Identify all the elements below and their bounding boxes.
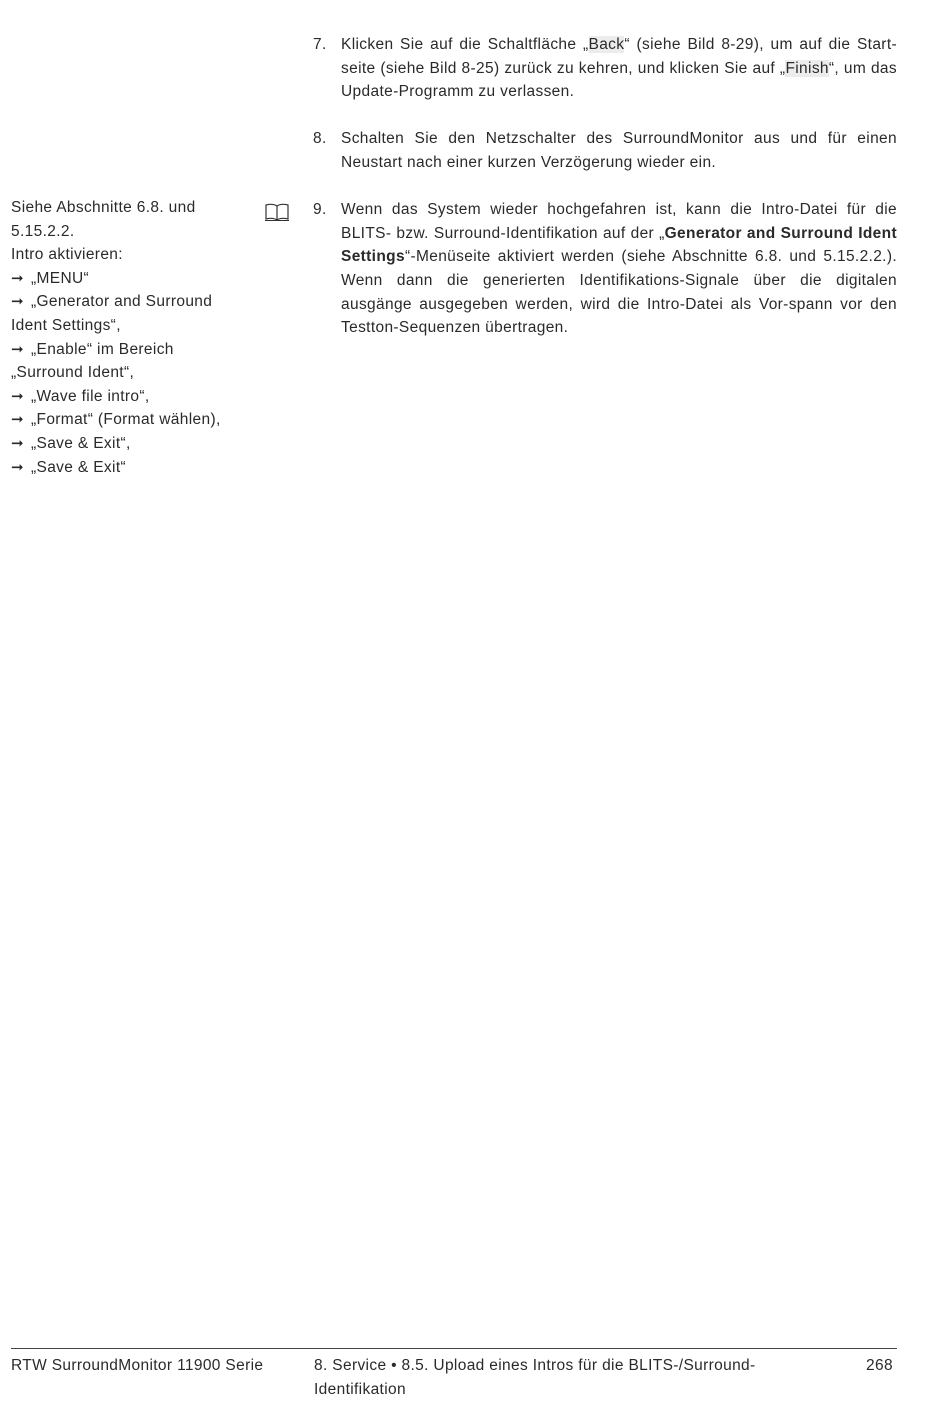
menu-path-continuation: „Surround Ident“, bbox=[11, 364, 135, 382]
menu-path-item bbox=[11, 290, 247, 314]
book-icon bbox=[264, 202, 290, 222]
step-9 bbox=[313, 198, 897, 340]
arrow-right-icon: ➞ bbox=[11, 411, 24, 429]
menu-path-item bbox=[11, 456, 247, 480]
menu-path-item bbox=[11, 338, 247, 362]
back-button-ref: Back bbox=[588, 36, 625, 53]
arrow-right-icon: ➞ bbox=[11, 340, 24, 358]
menu-path-item bbox=[11, 432, 247, 456]
text-run: “-Menüseite aktiviert werden (siehe Abschnitte 6.8. und 5.15.2.2.). Wenn dann die generierten Identifikations-Signale über die digitalen ausgänge ausgegeben werden, wird die Intro-Datei als Vor-spann vor den Testton-Sequenzen übertragen. bbox=[341, 248, 897, 337]
menu-path-continuation: Ident Settings“, bbox=[11, 316, 121, 334]
step-7 bbox=[313, 33, 897, 104]
arrow-right-icon: ➞ bbox=[11, 269, 24, 287]
step-text bbox=[341, 198, 897, 340]
menu-page-name: Generator and Surround Ident Settings bbox=[341, 224, 897, 266]
step-number: 9. bbox=[313, 201, 327, 219]
menu-path-label: „Save & Exit“ bbox=[31, 458, 126, 476]
menu-path-label: „Enable“ im Bereich bbox=[31, 340, 174, 358]
footer-divider bbox=[11, 1348, 897, 1349]
menu-path-item bbox=[11, 408, 247, 432]
intro-heading: Intro aktivieren: bbox=[11, 246, 123, 264]
menu-path-label: „Format“ (Format wählen), bbox=[31, 411, 221, 429]
arrow-right-icon: ➞ bbox=[11, 293, 24, 311]
finish-button-ref: Finish bbox=[785, 59, 829, 77]
step-text bbox=[341, 33, 897, 104]
text-run: Wenn das System wieder hochgefahren ist, kann die Intro-Datei für die BLITS- bzw. Surround-Identifikation auf der „ bbox=[341, 201, 897, 242]
menu-path-item bbox=[11, 385, 247, 409]
menu-path-label: „Save & Exit“, bbox=[31, 434, 131, 452]
text-run: “, um das Update-Programm zu verlassen. bbox=[341, 59, 897, 101]
menu-path-label: „MENU“ bbox=[31, 269, 90, 287]
sidebar-note bbox=[11, 196, 247, 479]
reference-line: 5.15.2.2. bbox=[11, 222, 75, 240]
footer-section: 8. Service • 8.5. Upload eines Intros für die BLITS-/Surround-Identifikation bbox=[314, 1357, 756, 1398]
arrow-right-icon: ➞ bbox=[11, 458, 24, 476]
menu-path-label: „Wave file intro“, bbox=[31, 387, 150, 405]
text-run: Klicken Sie auf die Schaltfläche „ bbox=[341, 36, 589, 53]
step-number: 7. bbox=[313, 36, 327, 53]
text-run: “ (siehe Bild 8-29), um auf die Start-seite (siehe Bild 8-25) zurück zu kehren, und klicken Sie auf „ bbox=[341, 36, 897, 77]
step-8 bbox=[313, 127, 897, 174]
main-content bbox=[313, 33, 897, 363]
reference-line: Siehe Abschnitte 6.8. und bbox=[11, 199, 196, 216]
footer-product: RTW SurroundMonitor 11900 Serie bbox=[11, 1357, 264, 1374]
arrow-right-icon: ➞ bbox=[11, 387, 24, 405]
page-number: 268 bbox=[866, 1357, 893, 1374]
menu-path-label: „Generator and Surround bbox=[31, 293, 213, 311]
menu-path-item bbox=[11, 267, 247, 291]
step-number: 8. bbox=[313, 130, 327, 148]
step-text: Schalten Sie den Netzschalter des SurroundMonitor aus und für einen Neustart nach einer kurzen Verzögerung wieder ein. bbox=[341, 130, 897, 171]
arrow-right-icon: ➞ bbox=[11, 434, 24, 452]
